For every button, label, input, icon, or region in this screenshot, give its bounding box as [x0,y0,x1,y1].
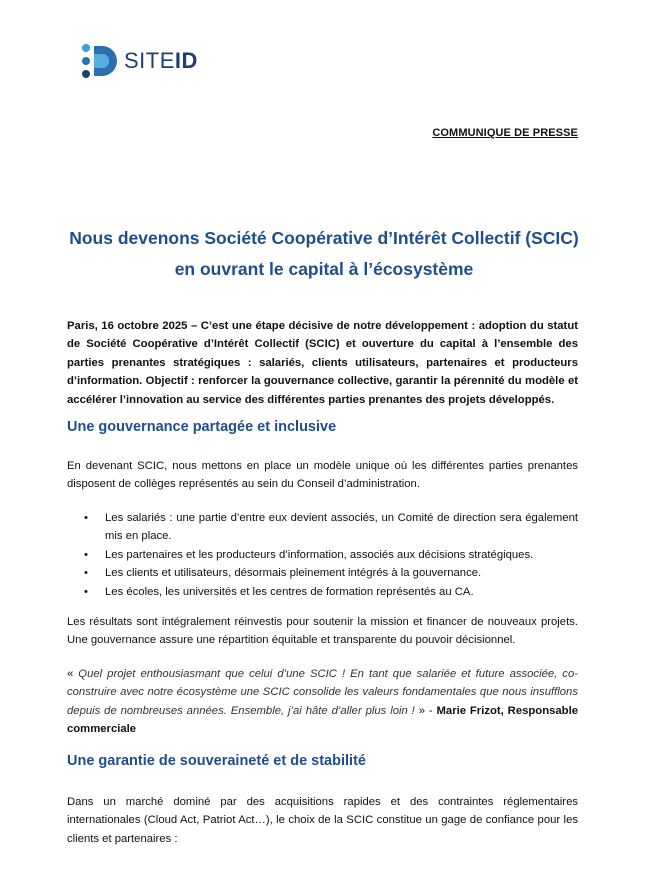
siteid-logo-icon [80,42,118,80]
bullet-icon: • [84,512,88,524]
title-line-2: en ouvrant le capital à l’écosystème [174,259,474,279]
sovereignty-paragraph-1: Dans un marché dominé par des acquisitions rapides et des contraintes réglementaires internationales (Cloud Act, Patriot Act…), le choix de la SCIC constitue un gage de confiance pour les clients et partenaires : [67,796,578,845]
dateline: Paris, 16 octobre 2025 [67,320,188,332]
bullet-icon: • [84,548,88,561]
list-item: • Les salariés : une partie d’entre eux devient associés, un Comité de direction sera également mis en place. [84,509,578,546]
governance-bullet-list [84,509,578,601]
intro-paragraph [67,317,578,409]
brand-wordmark: SITEID [124,48,198,73]
press-release-label: COMMUNIQUE DE PRESSE [432,127,578,139]
list-item: • Les clients et utilisateurs, désormais pleinement intégrés à la gouvernance. [84,564,578,582]
section-heading-sovereignty: Une garantie de souveraineté et de stabilité [67,753,366,769]
section-heading-governance: Une gouvernance partagée et inclusive [67,419,337,435]
bullet-icon: • [84,585,88,598]
intro-text: – C’est une étape décisive de notre développement : adoption du statut de Société Coopérative d’Intérêt Collectif (SCIC) et ouverture du capital à l’ensemble des parties prenantes stratégiques : salariés, clients utilisateurs, partenaires et producteurs d’information. Objectif : renforcer la gouvernance collective, garantir la pérennité du modèle et accélérer l’innovation au service des différentes parties prenantes des projets développés. [67,320,578,406]
brand-logo [80,41,198,81]
list-item: • Les écoles, les universités et les centres de formation représentés au CA. [84,583,578,601]
quote-text: Quel projet enthousiasmant que celui d’une SCIC ! En tant que salariée et future associée, co-construire avec notre écosystème une SCIC consolide les valeurs fondamentales que nous insufflons depuis de nombreuses années. Ensemble, j’ai hâte d’aller plus loin ! [67,668,578,717]
testimonial-quote: « Quel projet enthousiasmant que celui d’une SCIC ! En tant que salariée et future associée, co-construire avec notre écosystème une SCIC consolide les valeurs fondamentales que nous insufflons depuis de nombreuses années. Ensemble, j’ai hâte d’aller plus loin ! » - Marie Frizot, Responsable commerciale [67,668,578,736]
title-line-1: Nous devenons Société Coopérative d’Intérêt Collectif (SCIC) [69,228,579,248]
page-title [40,223,608,285]
list-item: • Les partenaires et les producteurs d’information, associés aux décisions stratégiques. [84,546,578,564]
bullet-icon: • [84,567,88,580]
quote-author: Marie Frizot, Responsable commerciale [67,704,578,736]
governance-paragraph-1: En devenant SCIC, nous mettons en place un modèle unique où les différentes parties prenantes disposent de collèges représentés au sein du Conseil d’administration. [67,460,578,491]
governance-paragraph-2: Les résultats sont intégralement réinvestis pour soutenir la mission et financer de nouveaux projets. Une gouvernance assure une répartition équitable et transparente du pouvoir décisionnel. [67,616,578,647]
